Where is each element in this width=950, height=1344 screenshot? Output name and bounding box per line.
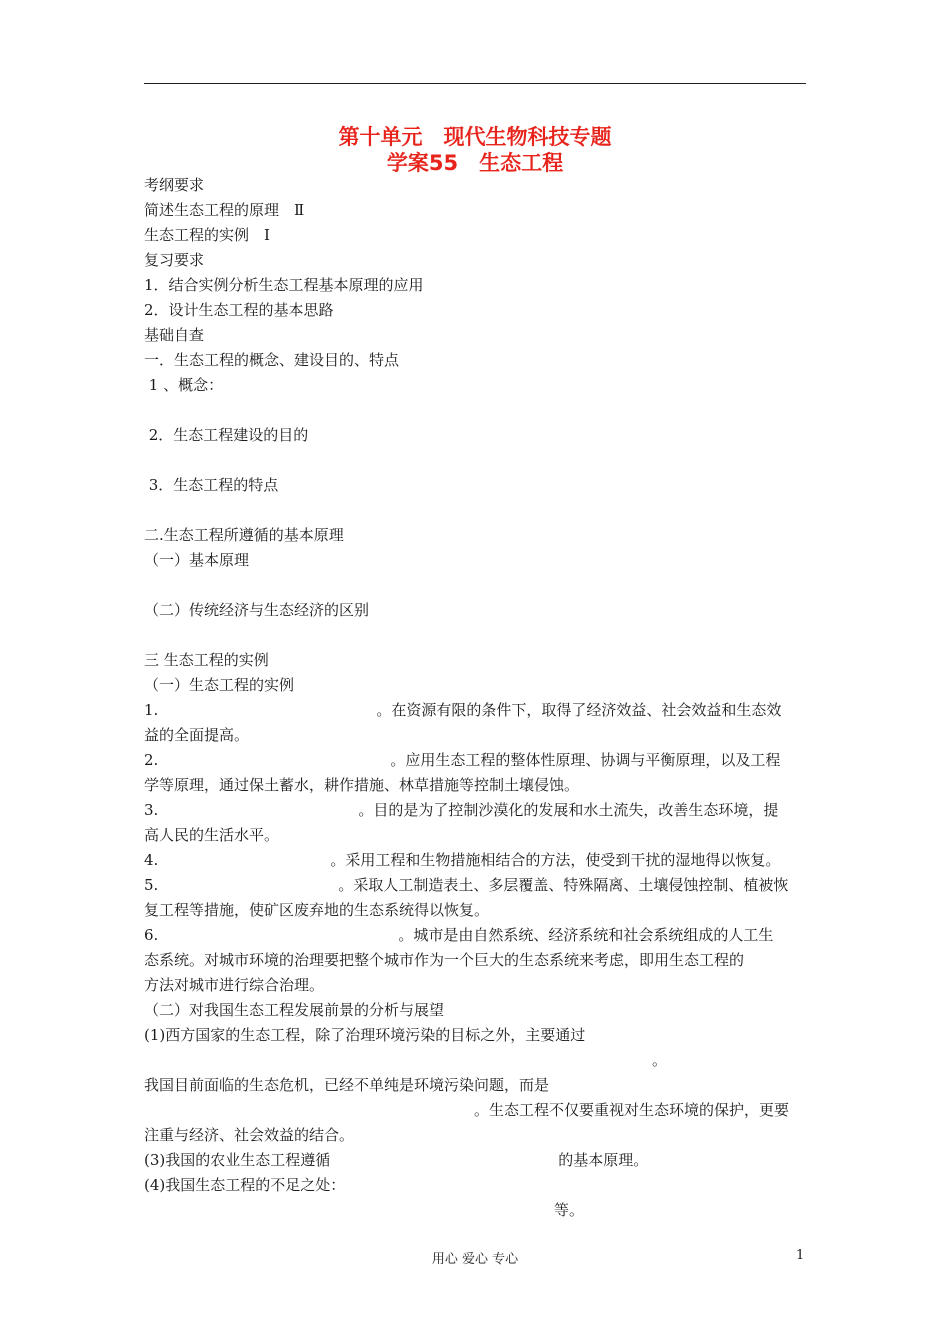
text-line: 一．生态工程的概念、建设目的、特点 [144,351,400,369]
text-line: 高人民的生活水平。 [144,826,280,844]
text-line: 。 [652,1051,668,1069]
text-line: 生态工程的实例 Ⅰ [144,226,270,244]
text-line: 3．生态工程的特点 [144,476,279,494]
lesson-title: 学案55 生态工程 [386,151,564,175]
example-item-1: 1. 。在资源有限的条件下，取得了经济效益、社会效益和生态效 [144,701,782,719]
example-item-5: 5. 。采取人工制造表土、多层覆盖、特殊隔离、土壤侵蚀控制、植被恢 [144,876,789,894]
text-line: (1)西方国家的生态工程，除了治理环境污染的目标之外，主要通过 [144,1026,586,1044]
section-heading: 考纲要求 [144,176,205,194]
text-line: 简述生态工程的原理 Ⅱ [144,201,305,219]
text-line: 我国目前面临的生态危机，已经不单纯是环境污染问题，而是 [144,1076,550,1094]
unit-title: 第十单元 现代生物科技专题 [338,125,612,149]
example-item-3: 3. 。目的是为了控制沙漠化的发展和水土流失，改善生态环境，提 [144,801,779,819]
text-line: 1 、概念： [144,376,224,394]
page-number: 1 [796,1248,805,1263]
text-line: 注重与经济、社会效益的结合。 [144,1126,355,1144]
text-line: （二）对我国生态工程发展前景的分析与展望 [144,1001,445,1019]
text-line: (3)我国的农业生态工程遵循 的基本原理。 [144,1151,649,1169]
text-line: 态系统。对城市环境的治理要把整个城市作为一个巨大的生态系统来考虑，即用生态工程的 [144,951,745,969]
text-line: 等。 [554,1201,585,1219]
text-line: （二）传统经济与生态经济的区别 [144,601,370,619]
text-line: 三 生态工程的实例 [144,651,269,669]
text-line: 二.生态工程所遵循的基本原理 [144,526,344,544]
text-line: 益的全面提高。 [144,726,250,744]
text-line: （一）生态工程的实例 [144,676,295,694]
text-line: 复工程等措施，使矿区废弃地的生态系统得以恢复。 [144,901,490,919]
text-line: 1．结合实例分析生态工程基本原理的应用 [144,276,424,294]
text-line: 2．生态工程建设的目的 [144,426,309,444]
text-line: 。生态工程不仅要重视对生态环境的保护，更要 [474,1101,790,1119]
text-line: (4)我国生态工程的不足之处： [144,1176,346,1194]
page-footer: 用心 爱心 专心 [431,1252,519,1267]
example-item-6: 6. 。城市是由自然系统、经济系统和社会系统组成的人工生 [144,926,774,944]
text-line: 学等原理，通过保土蓄水，耕作措施、林草措施等控制土壤侵蚀。 [144,776,580,794]
text-line: 2．设计生态工程的基本思路 [144,301,334,319]
example-item-4: 4. 。采用工程和生物措施相结合的方法，使受到干扰的湿地得以恢复。 [144,851,781,869]
text-line: （一）基本原理 [144,551,250,569]
document-body [144,173,808,1223]
text-line: 方法对城市进行综合治理。 [144,976,325,994]
section-heading: 基础自查 [144,326,205,344]
header-rule [144,83,806,84]
section-heading: 复习要求 [144,251,205,269]
example-item-2: 2. 。应用生态工程的整体性原理、协调与平衡原理，以及工程 [144,751,781,769]
